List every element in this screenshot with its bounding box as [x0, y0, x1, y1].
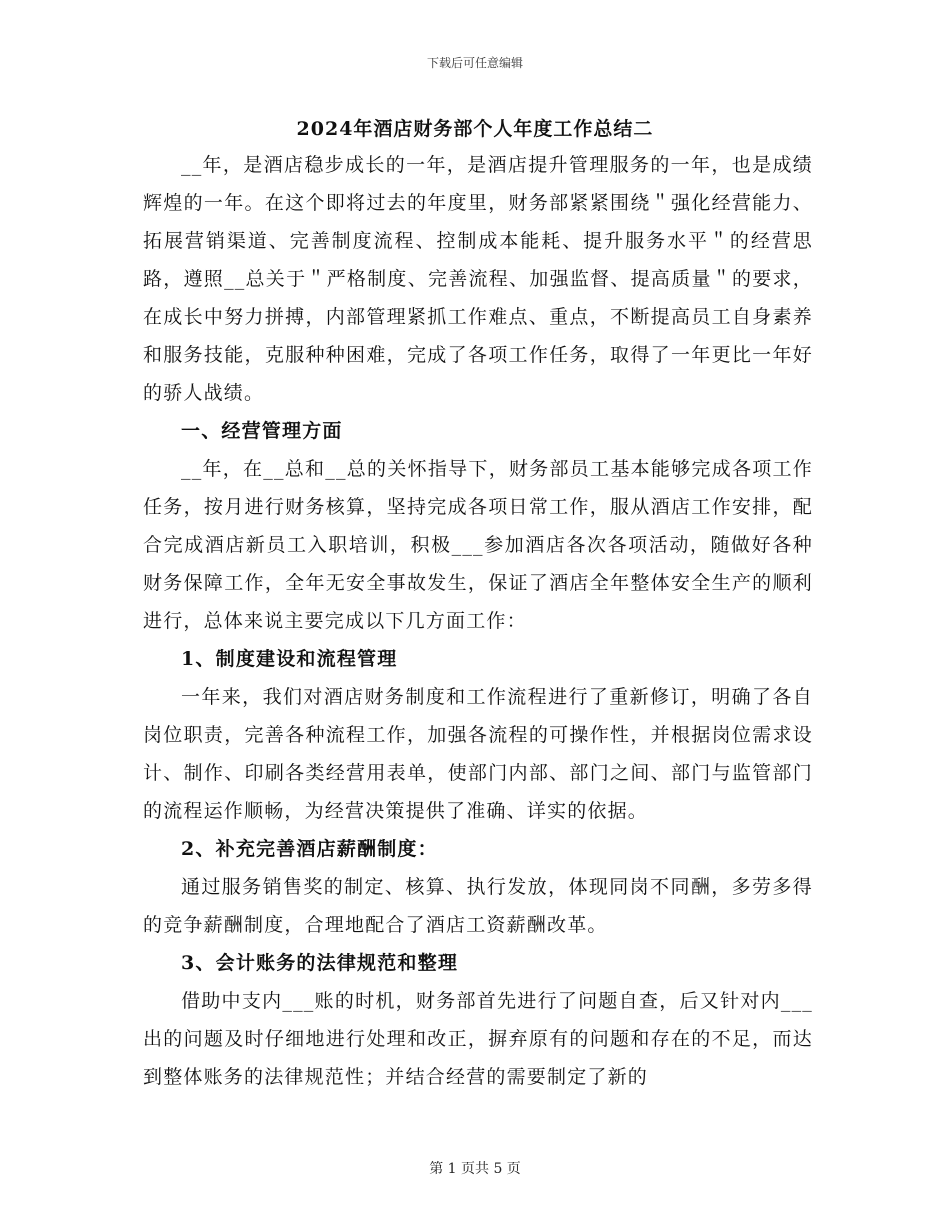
document-body	[143, 146, 813, 1096]
paragraph-salary-system: 通过服务销售奖的制定、核算、执行发放，体现同岗不同酬，多劳多得的竞争薪酬制度，合理地配合了酒店工资薪酬改革。	[143, 876, 813, 936]
subheading-system-process: 1、制度建设和流程管理	[181, 648, 398, 670]
paragraph-accounting-compliance: 借助中支内___账的时机，财务部首先进行了问题自查，后又针对内___出的问题及时仔细地进行处理和改正，摒弃原有的问题和存在的不足，而达到整体账务的法律规范性；并结合经营的需要制定了新的	[143, 990, 813, 1088]
subheading-accounting-compliance: 3、会计账务的法律规范和整理	[181, 952, 459, 974]
document-title: 2024年酒店财务部个人年度工作总结二	[296, 118, 654, 140]
page-footer: 第 1 页共 5 页	[429, 1161, 521, 1177]
paragraph-system-process: 一年来，我们对酒店财务制度和工作流程进行了重新修订，明确了各自岗位职责，完善各种流程工作，加强各流程的可操作性，并根据岗位需求设计、制作、印刷各类经营用表单，使部门内部、部门之间、部门与监管部门的流程运作顺畅，为经营决策提供了准确、详实的依据。	[143, 686, 813, 822]
subheading-salary-system: 2、补充完善酒店薪酬制度：	[181, 838, 438, 860]
paragraph-operations: __年，在__总和__总的关怀指导下，财务部员工基本能够完成各项工作任务，按月进行财务核算，坚持完成各项日常工作，服从酒店工作安排，配合完成酒店新员工入职培训，积极___参加酒店各次各项活动，随做好各种财务保障工作，全年无安全事故发生，保证了酒店全年整体安全生产的顺利进行，总体来说主要完成以下几方面工作：	[143, 458, 813, 632]
section-heading-operations: 一、经营管理方面	[181, 420, 343, 442]
header-note: 下载后可任意编辑	[426, 56, 523, 70]
paragraph-intro: __年，是酒店稳步成长的一年，是酒店提升管理服务的一年，也是成绩辉煌的一年。在这个即将过去的年度里，财务部紧紧围绕＂强化经营能力、拓展营销渠道、完善制度流程、控制成本能耗、提升服务水平＂的经营思路，遵照__总关于＂严格制度、完善流程、加强监督、提高质量＂的要求，在成长中努力拼搏，内部管理紧抓工作难点、重点，不断提高员工自身素养和服务技能，克服种种困难，完成了各项工作任务，取得了一年更比一年好的骄人战绩。	[143, 154, 813, 404]
